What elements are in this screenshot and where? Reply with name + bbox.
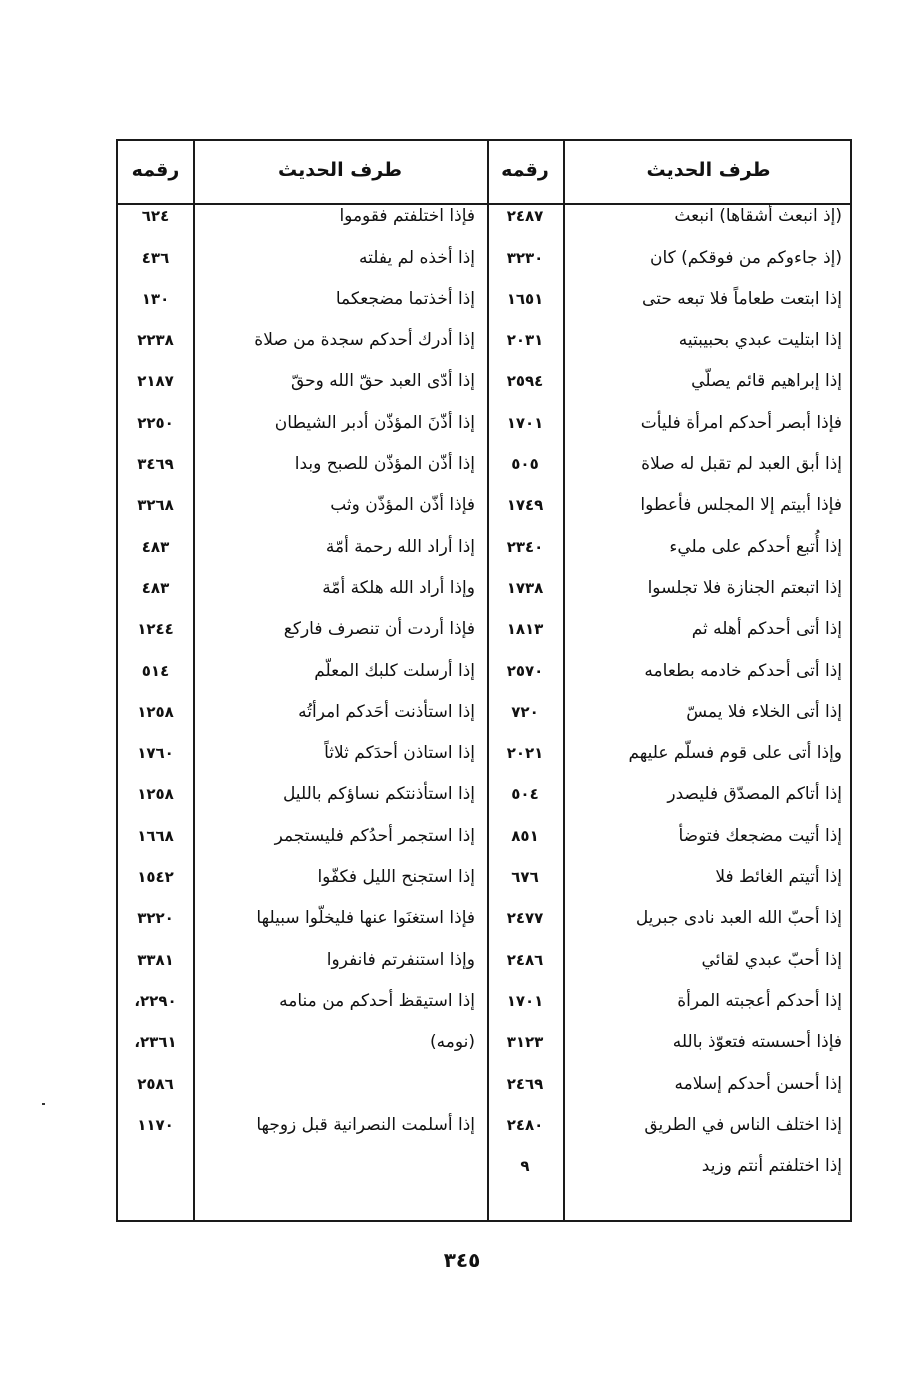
hadith-text: إذا أتيت مضجعك فتوضأ [678,825,842,846]
table-row [118,444,850,486]
hadith-number: ١٧٠١ [506,991,544,1010]
table-row [118,651,850,693]
table-body [118,203,850,1220]
hadith-number: ٢٥٩٤ [506,372,544,391]
table-row [118,527,850,569]
table-row [118,857,850,899]
hadith-number: ٢٣٦١، [134,1033,177,1052]
hadith-number: ٣٣٨١ [137,950,174,969]
table-row [118,981,850,1023]
hadith-text: إذا استأذنتكم نساؤكم بالليل [282,784,475,805]
hadith-number: ٥٠٥ [511,455,539,474]
hadith-text: (إذ انبعث أشقاها) انبعث [674,206,842,227]
hadith-text: إذا أحبّ الله العبد نادى جبريل [635,908,842,929]
index-table [116,139,852,1222]
hadith-text: إذا أسلمت النصرانية قبل زوجها [256,1114,475,1135]
hadith-text: إذا أحسن أحدكم إسلامه [674,1073,842,1094]
table-row [118,1022,850,1064]
hadith-text: إذا أذّن المؤذّن للصبح وبدا [294,454,475,475]
hadith-text: إذا أتى أحدكم أهله ثم [691,619,842,640]
hadith-number: ٤٨٣ [141,578,170,597]
hadith-number: ١٧٦٠ [137,744,174,763]
hadith-text: (إذ جاءوكم من فوقكم) كان [649,247,842,268]
hadith-number: ٧٢٠ [511,702,539,721]
hadith-number: ١٧٠١ [506,413,544,432]
hadith-text: إذا أحبّ عبدي لقائي [701,949,842,970]
hadith-text: فإذا استغنَوا عنها فليخلّوا سبيلها [256,908,475,929]
hadith-text: وإذا أتى على قوم فسلّم عليهم [628,743,842,764]
hadith-number: ٢٠٣١ [506,331,544,350]
table-row [118,733,850,775]
table-row [118,1105,850,1147]
hadith-number: ٣٢٢٠ [137,909,174,928]
column-header-hadith-left: طرف الحديث [278,159,402,181]
hadith-text: إذا أحدكم أعجبته المرأة [677,990,842,1011]
hadith-number: ٢١٨٧ [137,372,174,391]
hadith-text: إذا أتى أحدكم خادمه بطعامه [644,660,842,681]
hadith-text: إذا أبق العبد لم تقبل له صلاة [641,454,842,475]
table-row [118,774,850,816]
hadith-number: ٢٤٧٧ [506,909,544,928]
hadith-number: ١٣٠ [141,289,170,308]
hadith-number: ١٦٦٨ [137,826,174,845]
hadith-number: ٢٣٤٠ [506,537,544,556]
hadith-text: إذا إبراهيم قائم يصلّي [691,371,842,392]
hadith-number: ٢٤٨٦ [506,950,544,969]
table-row [118,279,850,321]
column-header-hadith-right: طرف الحديث [646,159,771,181]
hadith-text: فإذا أحسسته فتعوّذ بالله [672,1032,842,1053]
hadith-number: ٦٢٤ [141,207,170,226]
hadith-text: إذا استاذن أحدَكم ثلاثاً [324,743,475,764]
hadith-number: ٥٠٤ [511,785,539,804]
hadith-number: ١٧٤٩ [506,496,544,515]
hadith-text: إذا أخذتما مضجعكما [335,288,475,309]
hadith-text [193,1064,487,1106]
column-header-number-left: رقمه [131,159,180,181]
hadith-text: إذا اختلف الناس في الطريق [644,1114,842,1135]
hadith-number: ٢٢٩٠، [134,991,177,1010]
hadith-number: ٥١٤ [141,661,170,680]
hadith-text: إذا استجنح الليل فكفّوا [317,867,475,888]
hadith-number: ١٢٥٨ [137,785,174,804]
hadith-number: ١٥٤٢ [137,868,174,887]
hadith-text: فإذا أبيتم إلا المجلس فأعطوا [640,495,842,516]
hadith-number: ١٧٣٨ [506,578,544,597]
hadith-text: إذا أذّنَ المؤذّن أدبر الشيطان [274,412,475,433]
hadith-number [118,1146,193,1188]
hadith-text: فإذا أبصر أحدكم امرأة فليأت [640,412,842,433]
hadith-text: وإذا أراد الله هلكة أمّة [322,577,475,598]
hadith-text: إذا أراد الله رحمة أمّة [325,536,475,557]
table-row [118,1146,850,1188]
page-number: ٣٤٥ [443,1248,481,1272]
hadith-text: فإذا أردت أن تنصرف فاركع [283,619,475,640]
hadith-text: إذا أخذه لم يفلته [359,247,475,268]
table-row [118,568,850,610]
hadith-text: إذا استأذنت أحَدكم امرأتُه [298,701,475,722]
hadith-text: إذا استجمر أحدُكم فليستجمر [274,825,475,846]
hadith-text: إذا استيقظ أحدكم من منامه [279,990,475,1011]
hadith-number: ١٦٥١ [506,289,544,308]
hadith-text: إذا اختلفتم أنتم وزيد [701,1156,842,1177]
hadith-text: إذا اتبعتم الجنازة فلا تجلسوا [647,577,842,598]
hadith-text: إذا أتيتم الغائط فلا [715,867,842,888]
hadith-number: ٢٤٦٩ [506,1074,544,1093]
table-row [118,692,850,734]
table-row [118,898,850,940]
hadith-text: إذا أتى الخلاء فلا يمسّ [686,701,842,722]
table-row [118,238,850,280]
hadith-text: إذا أُتبع أحدكم على مليء [669,536,842,557]
hadith-text: إذا أرسلت كلبك المعلّم [314,660,475,681]
hadith-number: ٤٨٣ [141,537,170,556]
hadith-number: ١١٧٠ [137,1115,174,1134]
hadith-number: ٢٢٥٠ [137,413,174,432]
table-row [118,940,850,982]
table-row [118,320,850,362]
hadith-number: ١٢٤٤ [137,620,174,639]
table-row [118,609,850,651]
hadith-number: ٢٠٢١ [506,744,544,763]
hadith-number: ٢٥٨٦ [137,1074,174,1093]
hadith-number: ٤٣٦ [141,248,170,267]
table-row [118,196,850,238]
column-header-number-right: رقمه [501,159,549,181]
hadith-number: ٩ [520,1157,530,1176]
hadith-text: إذا أتاكم المصدّق فليصدر [667,784,842,805]
hadith-text: إذا ابتعت طعاماً فلا تبعه حتى [642,288,842,309]
hadith-number: ٣١٢٣ [506,1033,544,1052]
hadith-text: وإذا استنفرتم فانفروا [326,949,475,970]
hadith-number: ١٢٥٨ [137,702,174,721]
hadith-text: فإذا اختلفتم فقوموا [339,206,475,227]
hadith-text: إذا أدّى العبد حقّ الله وحقّ [290,371,475,392]
hadith-text: إذا ابتليت عبدي بحبيبتيه [678,330,842,351]
hadith-text: إذا أدرك أحدكم سجدة من صلاة [254,330,475,351]
table-row [118,361,850,403]
table-row [118,403,850,445]
hadith-number: ٣٤٦٩ [137,455,174,474]
table-row [118,485,850,527]
hadith-number: ٢٥٧٠ [506,661,544,680]
hadith-number: ٣٢٦٨ [137,496,174,515]
hadith-number: ٢٤٨٠ [506,1115,544,1134]
hadith-number: ١٨١٣ [506,620,544,639]
hadith-text: (نومه) [430,1032,475,1053]
table-row [118,1064,850,1106]
table-row [118,816,850,858]
hadith-number: ٦٧٦ [511,868,539,887]
hadith-text [193,1146,487,1188]
hadith-number: ٨٥١ [511,826,539,845]
hadith-number: ٢٤٨٧ [506,207,544,226]
hadith-text: فإذا أذّن المؤذّن وثب [330,495,475,516]
margin-mark [42,1103,45,1105]
hadith-number: ٢٢٣٨ [137,331,174,350]
hadith-number: ٣٢٣٠ [506,248,544,267]
